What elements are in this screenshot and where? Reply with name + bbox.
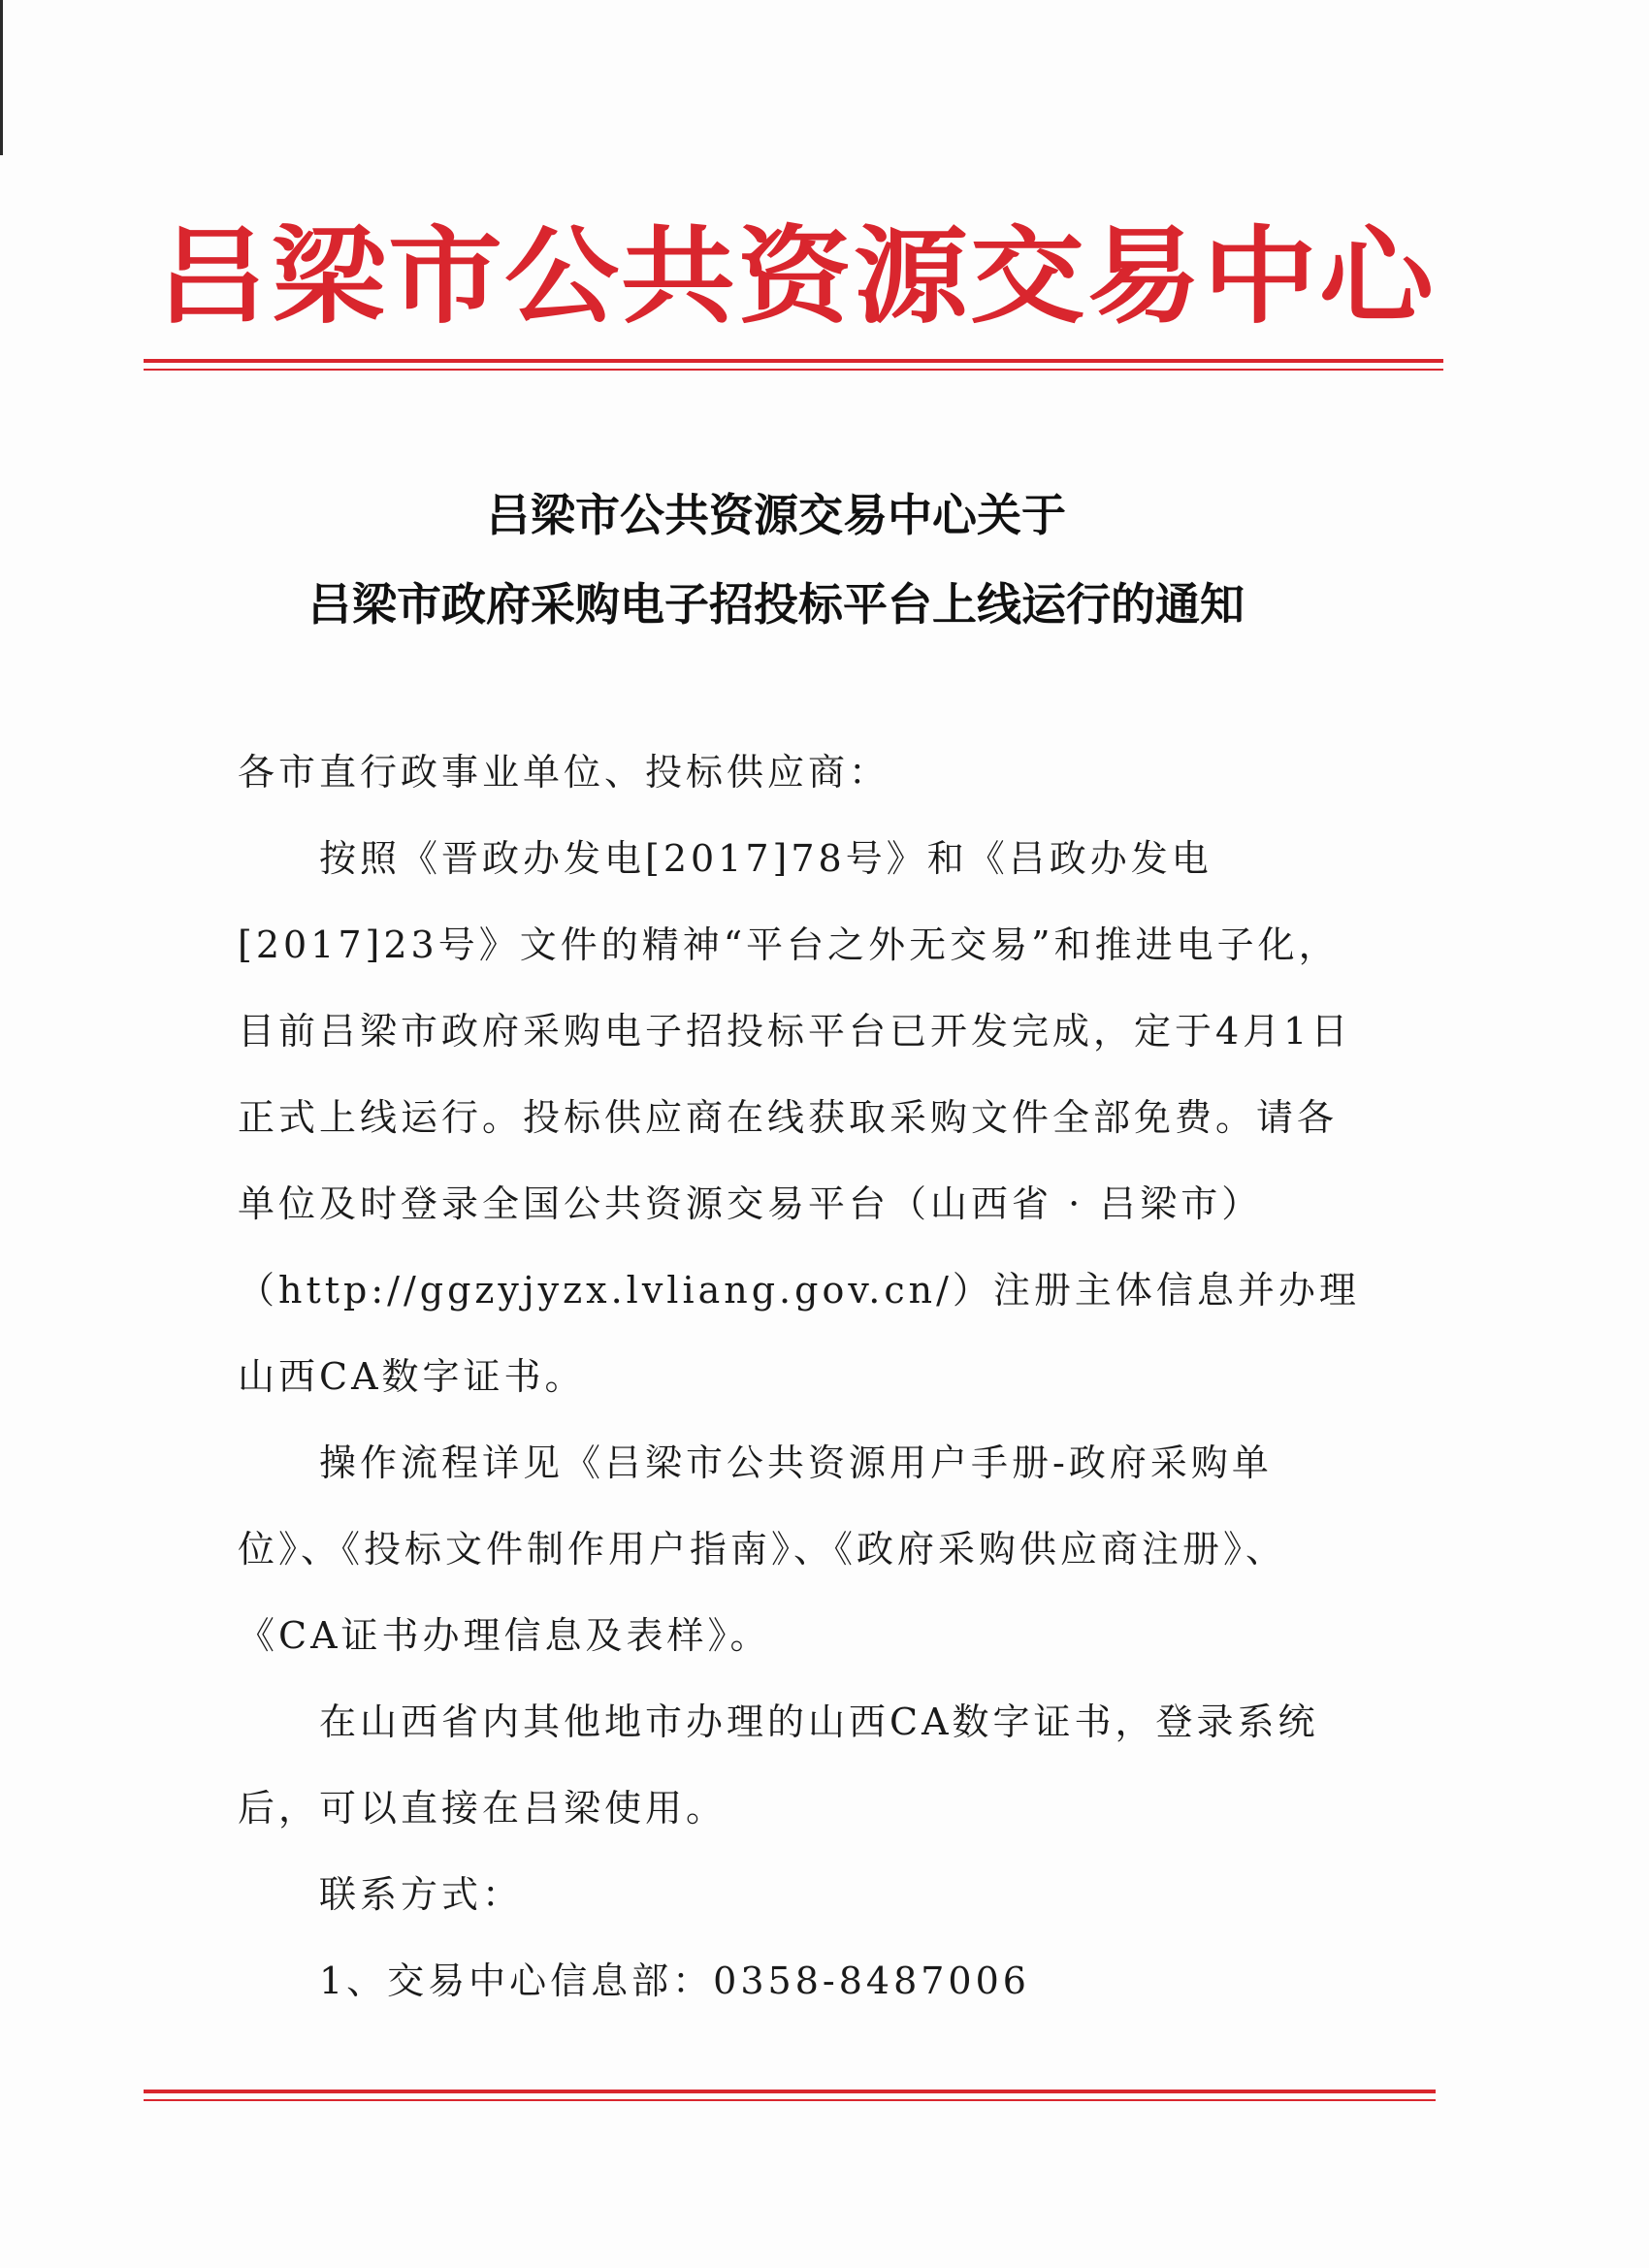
contact-heading: 联系方式： (319, 1873, 524, 1916)
letterhead-org-name: 吕梁市公共资源交易中心 (155, 214, 1437, 339)
body-paragraph-1: 按照《晋政办发电[2017]78号》和《吕政办发电[2017]23号》文件的精神“平台之外无交易”和推进电子化，目前吕梁市政府采购电子招投标平台已开发完成，定于4月1日正式上线运行。投标供应商在线获取采购文件全部免费。请各单位及时登录全国公共资源交易平台（山西省 · 吕梁市）（http://ggzyjyzx.lvliang.gov.cn/）注册主体信息并办理山西CA数字证书。 (238, 837, 1360, 1398)
notice-title-line-2: 吕梁市政府采购电子招投标平台上线运行的通知 (307, 578, 1245, 631)
letterhead-red-rule (144, 359, 1443, 371)
body-paragraph-3: 在山西省内其他地市办理的山西CA数字证书，登录系统后，可以直接在吕梁使用。 (238, 1701, 1319, 1830)
notice-title (194, 470, 1358, 649)
notice-title-line-1: 吕梁市公共资源交易中心关于 (486, 489, 1066, 541)
contact-item-1: 1、交易中心信息部：0358-8487006 (319, 1960, 1030, 2002)
footer-red-rule (144, 2090, 1436, 2101)
body-paragraph-2: 操作流程详见《吕梁市公共资源用户手册-政府采购单位》、《投标文件制作用户指南》、《政府采购供应商注册》、《CA证书办理信息及表样》。 (238, 1442, 1287, 1657)
salutation: 各市直行政事业单位、投标供应商： (238, 751, 890, 794)
notice-body (238, 729, 1363, 2025)
scan-edge-mark (0, 0, 3, 155)
